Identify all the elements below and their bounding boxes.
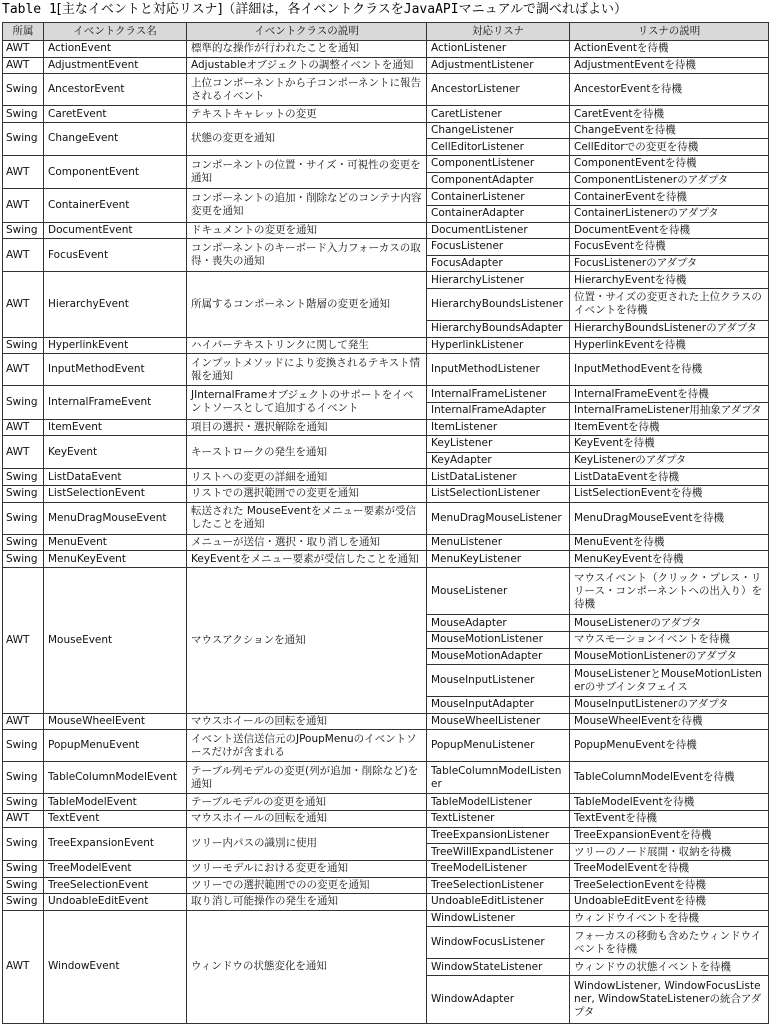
listener-cell: HierarchyListener bbox=[427, 272, 570, 289]
event-class-cell: HyperlinkEvent bbox=[44, 337, 187, 354]
listener-description-cell: AdjustmentEventを待機 bbox=[570, 57, 769, 74]
table-row bbox=[3, 386, 769, 403]
listener-description-cell: MouseWheelEventを待機 bbox=[570, 713, 769, 730]
listener-cell: TreeWillExpandListener bbox=[427, 844, 570, 861]
event-class-cell: ActionEvent bbox=[44, 41, 187, 58]
listener-cell: TextListener bbox=[427, 811, 570, 828]
table-row bbox=[3, 272, 769, 289]
table-row bbox=[3, 485, 769, 502]
category-cell: Swing bbox=[3, 469, 44, 486]
category-cell: Swing bbox=[3, 222, 44, 239]
listener-cell: PopupMenuListener bbox=[427, 730, 570, 762]
listener-cell: MouseInputAdapter bbox=[427, 697, 570, 714]
category-cell: AWT bbox=[3, 436, 44, 469]
listener-description-cell: WindowListener, WindowFocusListener, WindowStateListenerの統合アダプタ bbox=[570, 976, 769, 1024]
category-cell: AWT bbox=[3, 910, 44, 1023]
listener-cell: WindowStateListener bbox=[427, 959, 570, 976]
category-cell: Swing bbox=[3, 386, 44, 419]
listener-description-cell: FocusListenerのアダプタ bbox=[570, 255, 769, 272]
table-row bbox=[3, 156, 769, 173]
listener-description-cell: MouseMotionListenerのアダプタ bbox=[570, 648, 769, 665]
listener-description-cell: TableColumnModelEventを待機 bbox=[570, 762, 769, 794]
listener-cell: FocusAdapter bbox=[427, 255, 570, 272]
table-row bbox=[3, 74, 769, 106]
listener-description-cell: HyperlinkEventを待機 bbox=[570, 337, 769, 354]
listener-description-cell: MenuDragMouseEventを待機 bbox=[570, 502, 769, 534]
event-class-cell: TableModelEvent bbox=[44, 794, 187, 811]
event-description-cell: ツリーでの選択範囲でのの変更を通知 bbox=[187, 877, 427, 894]
listener-description-cell: InputMethodEventを待機 bbox=[570, 354, 769, 386]
table-row bbox=[3, 122, 769, 139]
caption-api: JavaAPI bbox=[403, 2, 459, 17]
event-description-cell: Adjustableオブジェクトの調整イベントを通知 bbox=[187, 57, 427, 74]
listener-description-cell: ActionEventを待機 bbox=[570, 41, 769, 58]
event-description-cell: コンポーネントのキーボード入力フォーカスの取得・喪失の通知 bbox=[187, 239, 427, 272]
table-row bbox=[3, 222, 769, 239]
event-class-cell: DocumentEvent bbox=[44, 222, 187, 239]
event-description-cell: マウスホイールの回転を通知 bbox=[187, 713, 427, 730]
listener-cell: MouseMotionListener bbox=[427, 631, 570, 648]
listener-description-cell: MenuKeyEventを待機 bbox=[570, 551, 769, 568]
table-row bbox=[3, 860, 769, 877]
listener-cell: MenuListener bbox=[427, 534, 570, 551]
listener-cell: ChangeListener bbox=[427, 122, 570, 139]
listener-cell: MouseMotionAdapter bbox=[427, 648, 570, 665]
event-class-cell: TreeModelEvent bbox=[44, 860, 187, 877]
table-row bbox=[3, 419, 769, 436]
table-row bbox=[3, 762, 769, 794]
listener-description-cell: CellEditorでの変更を待機 bbox=[570, 139, 769, 156]
category-cell: Swing bbox=[3, 794, 44, 811]
table-row bbox=[3, 502, 769, 534]
category-cell: AWT bbox=[3, 189, 44, 222]
category-cell: AWT bbox=[3, 156, 44, 189]
category-cell: Swing bbox=[3, 74, 44, 106]
listener-description-cell: TextEventを待機 bbox=[570, 811, 769, 828]
caption-prefix: Table 1 bbox=[2, 2, 57, 17]
table-row bbox=[3, 877, 769, 894]
category-cell: AWT bbox=[3, 239, 44, 272]
listener-description-cell: KeyEventを待機 bbox=[570, 436, 769, 453]
event-description-cell: ハイパーテキストリンクに関して発生 bbox=[187, 337, 427, 354]
table-row bbox=[3, 337, 769, 354]
header-row bbox=[3, 23, 769, 41]
table-row bbox=[3, 469, 769, 486]
listener-cell: AdjustmentListener bbox=[427, 57, 570, 74]
event-class-cell: MenuKeyEvent bbox=[44, 551, 187, 568]
event-description-cell: テーブルモデルの変更を通知 bbox=[187, 794, 427, 811]
table-row bbox=[3, 794, 769, 811]
category-cell: Swing bbox=[3, 502, 44, 534]
event-class-cell: TableColumnModelEvent bbox=[44, 762, 187, 794]
listener-cell: AncestorListener bbox=[427, 74, 570, 106]
event-description-cell: マウスホイールの回転を通知 bbox=[187, 811, 427, 828]
table-body bbox=[3, 41, 769, 1024]
listener-description-cell: ContainerEventを待機 bbox=[570, 189, 769, 206]
listener-description-cell: FocusEventを待機 bbox=[570, 239, 769, 256]
listener-cell: ListSelectionListener bbox=[427, 485, 570, 502]
event-description-cell: 項目の選択・選択解除を通知 bbox=[187, 419, 427, 436]
event-description-cell: 転送された MouseEventをメニュー要素が受信したことを通知 bbox=[187, 502, 427, 534]
table-row bbox=[3, 354, 769, 386]
listener-description-cell: MouseInputListenerのアダプタ bbox=[570, 697, 769, 714]
category-cell: AWT bbox=[3, 713, 44, 730]
listener-description-cell: ウィンドウイベントを待機 bbox=[570, 910, 769, 927]
event-description-cell: コンポーネントの追加・削除などのコンテナ内容変更を通知 bbox=[187, 189, 427, 222]
event-description-cell: テーブル列モデルの変更(列が追加・削除など)を通知 bbox=[187, 762, 427, 794]
event-description-cell: 所属するコンポーネント階層の変更を通知 bbox=[187, 272, 427, 337]
category-cell: Swing bbox=[3, 762, 44, 794]
category-cell: AWT bbox=[3, 272, 44, 337]
event-description-cell: ウィンドウの状態変化を通知 bbox=[187, 910, 427, 1023]
listener-description-cell: ListDataEventを待機 bbox=[570, 469, 769, 486]
event-class-cell: InputMethodEvent bbox=[44, 354, 187, 386]
event-description-cell: 状態の変更を通知 bbox=[187, 122, 427, 155]
event-class-cell: MouseWheelEvent bbox=[44, 713, 187, 730]
table-row bbox=[3, 811, 769, 828]
event-class-cell: UndoableEditEvent bbox=[44, 894, 187, 911]
listener-cell: FocusListener bbox=[427, 239, 570, 256]
event-class-cell: TreeSelectionEvent bbox=[44, 877, 187, 894]
category-cell: Swing bbox=[3, 827, 44, 860]
listener-cell: HierarchyBoundsAdapter bbox=[427, 321, 570, 338]
listener-description-cell: TreeExpansionEventを待機 bbox=[570, 827, 769, 844]
event-description-cell: 取り消し可能操作の発生を通知 bbox=[187, 894, 427, 911]
event-description-cell: リストでの選択範囲での変更を通知 bbox=[187, 485, 427, 502]
table-row bbox=[3, 189, 769, 206]
event-description-cell: インプットメソッドにより変換されるテキスト情報を通知 bbox=[187, 354, 427, 386]
event-class-cell: MenuEvent bbox=[44, 534, 187, 551]
listener-description-cell: MenuEventを待機 bbox=[570, 534, 769, 551]
listener-description-cell: InternalFrameEventを待機 bbox=[570, 386, 769, 403]
listener-cell: MouseWheelListener bbox=[427, 713, 570, 730]
category-cell: AWT bbox=[3, 57, 44, 74]
listener-cell: TreeExpansionListener bbox=[427, 827, 570, 844]
listener-cell: WindowFocusListener bbox=[427, 927, 570, 959]
event-description-cell: ツリーモデルにおける変更を通知 bbox=[187, 860, 427, 877]
caption-text: [主なイベントと対応リスナ]（詳細は，各イベントクラスを bbox=[56, 2, 404, 17]
event-class-cell: ComponentEvent bbox=[44, 156, 187, 189]
listener-cell: TableModelListener bbox=[427, 794, 570, 811]
listener-description-cell: UndoableEditEventを待機 bbox=[570, 894, 769, 911]
listener-description-cell: ContainerListenerのアダプタ bbox=[570, 205, 769, 222]
event-class-cell: ChangeEvent bbox=[44, 122, 187, 155]
event-class-cell: ItemEvent bbox=[44, 419, 187, 436]
table-row bbox=[3, 713, 769, 730]
listener-description-cell: PopupMenuEventを待機 bbox=[570, 730, 769, 762]
listener-cell: ListDataListener bbox=[427, 469, 570, 486]
listener-cell: ComponentAdapter bbox=[427, 172, 570, 189]
table-row bbox=[3, 41, 769, 58]
listener-cell: MouseListener bbox=[427, 567, 570, 614]
listener-cell: ItemListener bbox=[427, 419, 570, 436]
listener-cell: TableColumnModelListener bbox=[427, 762, 570, 794]
listener-description-cell: MouseListenerのアダプタ bbox=[570, 615, 769, 632]
header-listener-description: リスナの説明 bbox=[570, 23, 769, 41]
event-description-cell: ツリー内パスの識別に使用 bbox=[187, 827, 427, 860]
event-class-cell: ListDataEvent bbox=[44, 469, 187, 486]
event-description-cell: KeyEventをメニュー要素が受信したことを通知 bbox=[187, 551, 427, 568]
category-cell: AWT bbox=[3, 41, 44, 58]
category-cell: Swing bbox=[3, 337, 44, 354]
event-class-cell: PopupMenuEvent bbox=[44, 730, 187, 762]
listener-description-cell: HierarchyBoundsListenerのアダプタ bbox=[570, 321, 769, 338]
event-class-cell: KeyEvent bbox=[44, 436, 187, 469]
listener-cell: MenuDragMouseListener bbox=[427, 502, 570, 534]
category-cell: Swing bbox=[3, 106, 44, 123]
listener-description-cell: InternalFrameListener用抽象アダプタ bbox=[570, 402, 769, 419]
listener-cell: MouseInputListener bbox=[427, 665, 570, 697]
category-cell: AWT bbox=[3, 811, 44, 828]
event-class-cell: ListSelectionEvent bbox=[44, 485, 187, 502]
listener-description-cell: マウスイベント（クリック・プレス・リリース・コンポーネントへの出入り）を待機 bbox=[570, 567, 769, 614]
listener-cell: WindowListener bbox=[427, 910, 570, 927]
listener-cell: UndoableEditListener bbox=[427, 894, 570, 911]
header-listener: 対応リスナ bbox=[427, 23, 570, 41]
listener-description-cell: ComponentEventを待機 bbox=[570, 156, 769, 173]
category-cell: Swing bbox=[3, 894, 44, 911]
event-class-cell: TreeExpansionEvent bbox=[44, 827, 187, 860]
event-class-cell: MenuDragMouseEvent bbox=[44, 502, 187, 534]
listener-description-cell: ChangeEventを待機 bbox=[570, 122, 769, 139]
listener-cell: TreeModelListener bbox=[427, 860, 570, 877]
category-cell: Swing bbox=[3, 860, 44, 877]
listener-cell: ActionListener bbox=[427, 41, 570, 58]
listener-cell: InternalFrameListener bbox=[427, 386, 570, 403]
table-row bbox=[3, 57, 769, 74]
table-row bbox=[3, 551, 769, 568]
event-table bbox=[2, 22, 769, 1024]
category-cell: Swing bbox=[3, 877, 44, 894]
listener-description-cell: DocumentEventを待機 bbox=[570, 222, 769, 239]
listener-cell: HierarchyBoundsListener bbox=[427, 288, 570, 320]
listener-description-cell: TableModelEventを待機 bbox=[570, 794, 769, 811]
listener-description-cell: CaretEventを待機 bbox=[570, 106, 769, 123]
listener-cell: InputMethodListener bbox=[427, 354, 570, 386]
listener-description-cell: ListSelectionEventを待機 bbox=[570, 485, 769, 502]
event-description-cell: メニューが送信・選択・取り消しを通知 bbox=[187, 534, 427, 551]
event-class-cell: AdjustmentEvent bbox=[44, 57, 187, 74]
event-description-cell: マウスアクションを通知 bbox=[187, 567, 427, 713]
event-description-cell: JInternalFrameオブジェクトのサポートをイベントソースとして追加するイベント bbox=[187, 386, 427, 419]
category-cell: AWT bbox=[3, 567, 44, 713]
event-description-cell: ドキュメントの変更を通知 bbox=[187, 222, 427, 239]
listener-cell: MouseAdapter bbox=[427, 615, 570, 632]
event-description-cell: キーストロークの発生を通知 bbox=[187, 436, 427, 469]
listener-description-cell: AncestorEventを待機 bbox=[570, 74, 769, 106]
caption-suffix: マニュアルで調べればよい） bbox=[458, 2, 628, 17]
table-row bbox=[3, 910, 769, 927]
category-cell: Swing bbox=[3, 730, 44, 762]
listener-description-cell: ComponentListenerのアダプタ bbox=[570, 172, 769, 189]
listener-cell: KeyListener bbox=[427, 436, 570, 453]
listener-cell: ContainerListener bbox=[427, 189, 570, 206]
table-caption bbox=[2, 0, 768, 20]
event-class-cell: CaretEvent bbox=[44, 106, 187, 123]
event-description-cell: コンポーネントの位置・サイズ・可視性の変更を通知 bbox=[187, 156, 427, 189]
table-row bbox=[3, 239, 769, 256]
listener-description-cell: ウィンドウの状態イベントを待機 bbox=[570, 959, 769, 976]
event-class-cell: WindowEvent bbox=[44, 910, 187, 1023]
listener-description-cell: TreeModelEventを待機 bbox=[570, 860, 769, 877]
table-row bbox=[3, 730, 769, 762]
header-event-description: イベントクラスの説明 bbox=[187, 23, 427, 41]
listener-cell: TreeSelectionListener bbox=[427, 877, 570, 894]
header-event-class: イベントクラス名 bbox=[44, 23, 187, 41]
event-description-cell: 標準的な操作が行われたことを通知 bbox=[187, 41, 427, 58]
listener-cell: MenuKeyListener bbox=[427, 551, 570, 568]
event-description-cell: 上位コンポーネントから子コンポーネントに報告されるイベント bbox=[187, 74, 427, 106]
table-row bbox=[3, 827, 769, 844]
event-class-cell: MouseEvent bbox=[44, 567, 187, 713]
listener-cell: ComponentListener bbox=[427, 156, 570, 173]
event-class-cell: InternalFrameEvent bbox=[44, 386, 187, 419]
listener-cell: CaretListener bbox=[427, 106, 570, 123]
listener-cell: CellEditorListener bbox=[427, 139, 570, 156]
category-cell: AWT bbox=[3, 354, 44, 386]
event-class-cell: HierarchyEvent bbox=[44, 272, 187, 337]
listener-cell: DocumentListener bbox=[427, 222, 570, 239]
listener-description-cell: マウスモーションイベントを待機 bbox=[570, 631, 769, 648]
event-class-cell: TextEvent bbox=[44, 811, 187, 828]
category-cell: Swing bbox=[3, 122, 44, 155]
category-cell: Swing bbox=[3, 534, 44, 551]
event-class-cell: AncestorEvent bbox=[44, 74, 187, 106]
listener-cell: InternalFrameAdapter bbox=[427, 402, 570, 419]
category-cell: Swing bbox=[3, 485, 44, 502]
event-description-cell: テキストキャレットの変更 bbox=[187, 106, 427, 123]
listener-cell: HyperlinkListener bbox=[427, 337, 570, 354]
listener-description-cell: HierarchyEventを待機 bbox=[570, 272, 769, 289]
listener-description-cell: KeyListenerのアダプタ bbox=[570, 452, 769, 469]
category-cell: Swing bbox=[3, 551, 44, 568]
table-row bbox=[3, 106, 769, 123]
listener-description-cell: ItemEventを待機 bbox=[570, 419, 769, 436]
category-cell: AWT bbox=[3, 419, 44, 436]
listener-cell: ContainerAdapter bbox=[427, 205, 570, 222]
table-row bbox=[3, 436, 769, 453]
listener-description-cell: ツリーのノード展開・収納を待機 bbox=[570, 844, 769, 861]
event-class-cell: FocusEvent bbox=[44, 239, 187, 272]
event-description-cell: リストへの変更の詳細を通知 bbox=[187, 469, 427, 486]
listener-cell: KeyAdapter bbox=[427, 452, 570, 469]
header-category: 所属 bbox=[3, 23, 44, 41]
listener-description-cell: フォーカスの移動も含めたウィンドウイベントを待機 bbox=[570, 927, 769, 959]
table-row bbox=[3, 534, 769, 551]
event-class-cell: ContainerEvent bbox=[44, 189, 187, 222]
listener-description-cell: 位置・サイズの変更された上位クラスのイベントを待機 bbox=[570, 288, 769, 320]
table-row bbox=[3, 567, 769, 614]
listener-cell: WindowAdapter bbox=[427, 976, 570, 1024]
listener-description-cell: MouseListenerとMouseMotionListenerのサブインタフェイス bbox=[570, 665, 769, 697]
listener-description-cell: TreeSelectionEventを待機 bbox=[570, 877, 769, 894]
table-row bbox=[3, 894, 769, 911]
event-description-cell: イベント送信送信元のJPoupMenuのイベントソースだけが含まれる bbox=[187, 730, 427, 762]
